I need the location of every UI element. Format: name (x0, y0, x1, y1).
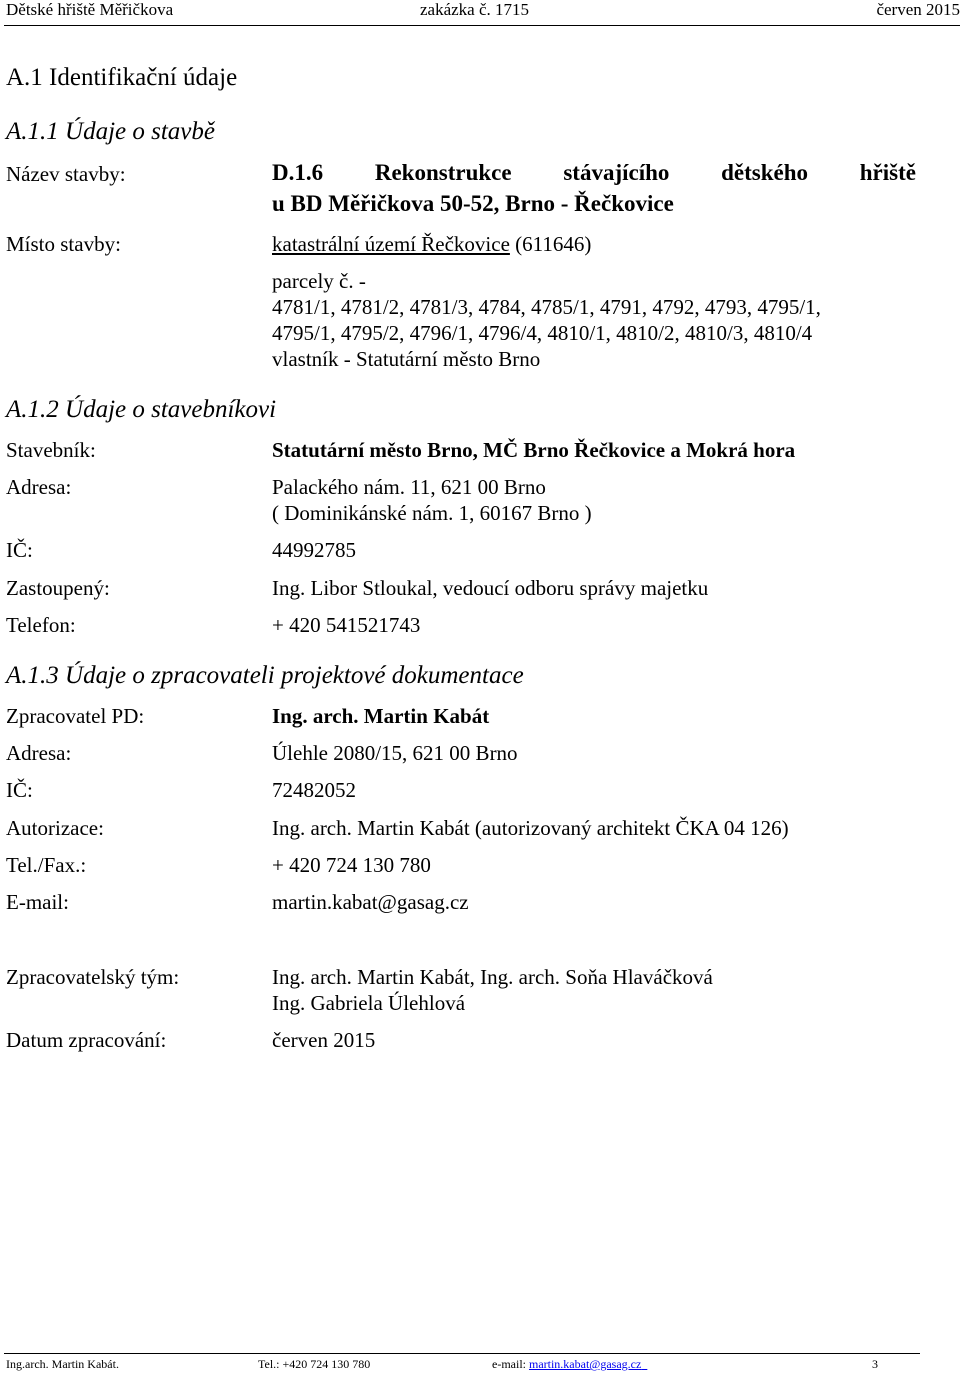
building-name-line1 (272, 160, 916, 186)
processing-date: červen 2015 (272, 1028, 376, 1052)
name-word: hřiště (859, 160, 916, 185)
section-title: A.1 Identifikační údaje (6, 64, 238, 91)
header-divider (4, 25, 960, 26)
heading-builder-info: A.1.2 Údaje o stavebníkovi (6, 396, 277, 423)
team-line2: Ing. Gabriela Úlehlová (272, 991, 466, 1015)
represented-by: Ing. Libor Stloukal, vedoucí odboru správy majetku (272, 576, 709, 600)
heading-designer-info: A.1.3 Údaje o zpracovateli projektové dokumentace (6, 662, 524, 689)
name-word: dětského (721, 160, 809, 185)
label-team: Zpracovatelský tým: (6, 965, 180, 989)
heading-building-info: A.1.1 Údaje o stavbě (6, 118, 215, 145)
parcels-owner: vlastník - Statutární město Brno (272, 347, 541, 371)
name-word: Rekonstrukce (374, 160, 512, 185)
designer-value: Ing. arch. Martin Kabát (272, 704, 490, 728)
builder-address-line2: ( Dominikánské nám. 1, 60167 Brno ) (272, 501, 592, 525)
cadastral-code: (611646) (509, 232, 592, 256)
footer-author: Ing.arch. Martin Kabát. (6, 1357, 119, 1371)
page-number: 3 (872, 1357, 878, 1371)
team-line1: Ing. arch. Martin Kabát, Ing. arch. Soňa Hlaváčková (272, 965, 713, 989)
builder-ic: 44992785 (272, 538, 356, 562)
cadastral-area: katastrální území Řečkovice (272, 232, 510, 256)
footer-email-link[interactable]: martin.kabat@gasag.cz (528, 1357, 642, 1371)
label-designer-address: Adresa: (6, 741, 72, 765)
label-builder-phone: Telefon: (6, 613, 76, 637)
parcels-label: parcely č. - (272, 269, 366, 293)
footer-email: e-mail: martin.kabat@gasag.cz (492, 1357, 642, 1371)
label-building-name: Název stavby: (6, 162, 126, 186)
tel-fax: + 420 724 130 780 (272, 853, 431, 877)
footer-divider (4, 1353, 920, 1354)
footer-tel: Tel.: +420 724 130 780 (258, 1357, 371, 1371)
authorization: Ing. arch. Martin Kabát (autorizovaný architekt ČKA 04 126) (272, 816, 789, 840)
building-name-line2: u BD Měřičkova 50-52, Brno - Řečkovice (272, 191, 674, 216)
builder-phone: + 420 541521743 (272, 613, 421, 637)
label-represented-by: Zastoupený: (6, 576, 110, 600)
builder-address-line1: Palackého nám. 11, 621 00 Brno (272, 475, 546, 499)
parcels-list-line2: 4795/1, 4795/2, 4796/1, 4796/4, 4810/1, 4810/2, 4810/3, 4810/4 (272, 321, 813, 345)
label-email: E-mail: (6, 890, 69, 914)
building-place (272, 232, 591, 257)
label-designer: Zpracovatel PD: (6, 704, 145, 728)
label-processing-date: Datum zpracování: (6, 1028, 167, 1052)
label-builder-address: Adresa: (6, 475, 72, 499)
name-word: D.1.6 (272, 160, 324, 185)
label-builder: Stavebník: (6, 438, 96, 462)
name-word: stávajícího (563, 160, 670, 185)
email: martin.kabat@gasag.cz (272, 890, 469, 914)
header-order-number: zakázka č. 1715 (420, 0, 530, 19)
label-builder-ic: IČ: (6, 538, 33, 562)
builder-value: Statutární město Brno, MČ Brno Řečkovice a Mokrá hora (272, 438, 796, 462)
designer-address: Úlehle 2080/15, 621 00 Brno (272, 741, 518, 765)
label-tel-fax: Tel./Fax.: (6, 853, 87, 877)
label-authorization: Autorizace: (6, 816, 104, 840)
label-building-place: Místo stavby: (6, 232, 121, 256)
label-designer-ic: IČ: (6, 778, 33, 802)
header-date: červen 2015 (876, 0, 960, 19)
parcels-list-line1: 4781/1, 4781/2, 4781/3, 4784, 4785/1, 4791, 4792, 4793, 4795/1, (272, 295, 821, 319)
header-project-name: Dětské hřiště Měřičkova (6, 0, 174, 19)
designer-ic: 72482052 (272, 778, 356, 802)
